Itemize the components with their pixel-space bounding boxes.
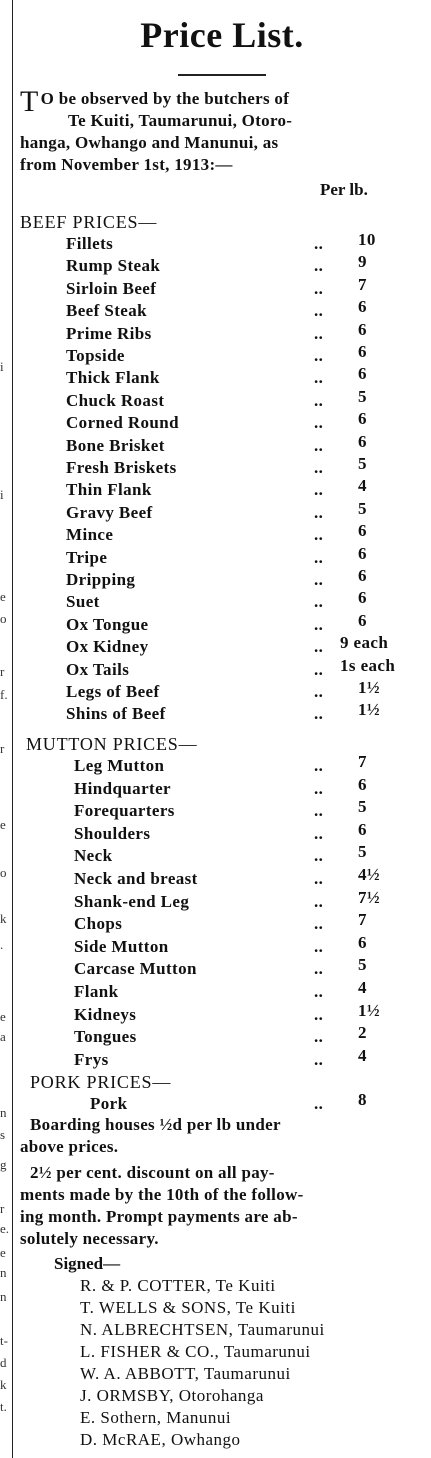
item-name: Frys xyxy=(74,1049,109,1069)
item-name: Bone Brisket xyxy=(66,435,165,455)
note-line: solutely necessary. xyxy=(20,1229,159,1248)
item-name: Side Mutton xyxy=(74,936,169,956)
margin-fragment: e xyxy=(0,589,6,604)
signatory: N. ALBRECHTSEN, Taumarunui xyxy=(80,1320,325,1339)
signatory: L. FISHER & CO., Taumarunui xyxy=(80,1342,311,1361)
leader-dots: .. xyxy=(314,435,324,455)
margin-fragment: r xyxy=(0,741,5,756)
item-name: Neck xyxy=(74,846,113,866)
item-name: Flank xyxy=(74,982,119,1001)
item-name: Sirloin Beef xyxy=(66,278,157,298)
item-name: Shoulders xyxy=(74,823,151,843)
item-name: Prime Ribs xyxy=(66,323,152,343)
leader-dots: .. xyxy=(314,936,324,956)
leader-dots: .. xyxy=(314,959,324,979)
item-name: Ox Tongue xyxy=(66,614,149,634)
drop-cap: T xyxy=(20,85,39,118)
margin-fragment: g xyxy=(0,1157,7,1172)
item-name: Tripe xyxy=(66,547,108,567)
leader-dots: .. xyxy=(314,704,324,724)
item-name: Thick Flank xyxy=(66,368,160,388)
item-name: Legs of Beef xyxy=(66,682,160,701)
leader-dots: .. xyxy=(314,914,324,934)
margin-fragment: k xyxy=(0,1377,7,1392)
item-name: Dripping xyxy=(66,570,136,589)
margin-fragment: e xyxy=(0,1009,6,1024)
leader-dots: .. xyxy=(314,256,324,276)
margin-fragment: e xyxy=(0,817,6,832)
signatory: W. A. ABBOTT, Taumarunui xyxy=(80,1364,291,1383)
item-name: Topside xyxy=(66,346,125,365)
item-price: 5 xyxy=(358,386,367,406)
per-lb-header: Per lb. xyxy=(320,180,368,199)
leader-dots: .. xyxy=(314,1094,324,1113)
margin-fragment: r xyxy=(0,1201,5,1216)
margin-fragment: o xyxy=(0,611,7,626)
leader-dots: .. xyxy=(314,278,324,298)
margin-fragment: s xyxy=(0,1127,6,1142)
item-price: 5 xyxy=(358,454,367,473)
signatory: D. McRAE, Owhango xyxy=(80,1430,241,1449)
price-row xyxy=(18,1045,426,1072)
adjacent-column-fragments xyxy=(0,0,10,1458)
margin-fragment: i xyxy=(0,487,4,502)
item-name: Beef Steak xyxy=(66,301,147,321)
leader-dots: .. xyxy=(314,458,324,477)
signatory: E. Sothern, Manunui xyxy=(80,1408,232,1427)
article-title: Price List. xyxy=(140,15,304,55)
item-price: 4 xyxy=(358,1045,367,1065)
leader-dots: .. xyxy=(314,659,324,679)
item-price: 8 xyxy=(358,1090,367,1109)
item-price: 6 xyxy=(358,610,367,630)
item-price: 6 xyxy=(358,342,367,361)
leader-dots: .. xyxy=(314,778,324,798)
margin-fragment: n xyxy=(0,1289,7,1304)
item-name: Kidneys xyxy=(74,1004,137,1024)
note-line: ing month. Prompt payments are ab- xyxy=(20,1207,298,1226)
price-row xyxy=(18,700,426,726)
item-name: Gravy Beef xyxy=(66,502,153,522)
leader-dots: .. xyxy=(314,1049,324,1069)
intro-line: from November 1st, 1913:— xyxy=(20,155,233,174)
item-price: 1½ xyxy=(358,700,381,720)
margin-fragment: t. xyxy=(0,1399,7,1414)
discount-note xyxy=(20,1162,424,1250)
leader-dots: .. xyxy=(314,480,324,500)
item-name: Hindquarter xyxy=(74,778,171,798)
leader-dots: .. xyxy=(314,637,324,657)
leader-dots: .. xyxy=(314,413,324,433)
item-price: 6 xyxy=(358,588,367,608)
leader-dots: .. xyxy=(314,846,324,866)
margin-fragment: e. xyxy=(0,1221,10,1236)
note-line: 2½ per cent. discount on all pay- xyxy=(30,1163,275,1182)
item-price: 7 xyxy=(358,274,367,294)
margin-fragment: d xyxy=(0,1355,7,1370)
item-name: Shins of Beef xyxy=(66,704,166,724)
leader-dots: .. xyxy=(314,869,324,888)
leader-dots: .. xyxy=(314,323,324,343)
item-name: Leg Mutton xyxy=(74,756,165,775)
item-name: Suet xyxy=(66,592,100,612)
item-name: Shank-end Leg xyxy=(74,891,190,911)
leader-dots: .. xyxy=(314,234,324,253)
margin-fragment: n xyxy=(0,1105,7,1120)
item-price: 4 xyxy=(358,978,367,997)
item-name: Chops xyxy=(74,914,123,934)
item-price: 5 xyxy=(358,498,367,518)
item-price: 6 xyxy=(358,364,367,384)
item-name: Forequarters xyxy=(74,801,175,821)
leader-dots: .. xyxy=(314,823,324,843)
title-rule xyxy=(178,74,266,76)
item-name: Tongues xyxy=(74,1027,137,1047)
leader-dots: .. xyxy=(314,502,324,522)
item-name: Chuck Roast xyxy=(66,390,165,410)
leader-dots: .. xyxy=(314,368,324,388)
margin-fragment: k xyxy=(0,911,7,926)
leader-dots: .. xyxy=(314,547,324,567)
item-name: Pork xyxy=(90,1094,128,1113)
intro-line: hanga, Owhango and Manunui, as xyxy=(20,133,279,152)
item-price: 5 xyxy=(358,842,367,862)
margin-fragment: a xyxy=(0,1029,6,1044)
leader-dots: .. xyxy=(314,801,324,821)
margin-fragment: t- xyxy=(0,1333,8,1348)
item-price: 7 xyxy=(358,752,367,771)
note-line: ments made by the 10th of the follow- xyxy=(20,1185,304,1204)
item-price: 6 xyxy=(358,319,367,339)
item-price: 9 each xyxy=(340,633,389,653)
item-price: 9 xyxy=(358,252,367,272)
intro-paragraph xyxy=(20,85,424,176)
item-price: 6 xyxy=(358,543,367,563)
margin-fragment: e xyxy=(0,1245,6,1260)
item-price: 6 xyxy=(358,819,367,839)
item-name: Fresh Briskets xyxy=(66,458,177,477)
margin-fragment: . xyxy=(0,937,4,952)
leader-dots: .. xyxy=(314,891,324,911)
item-name: Rump Steak xyxy=(66,256,161,276)
leader-dots: .. xyxy=(314,346,324,365)
beef-heading: BEEF PRICES— xyxy=(20,212,158,232)
item-price: 4 xyxy=(358,476,367,496)
item-price: 6 xyxy=(358,431,367,451)
item-name: Neck and breast xyxy=(74,869,198,888)
item-price: 7½ xyxy=(358,887,381,907)
item-price: 4½ xyxy=(358,865,381,884)
margin-fragment: o xyxy=(0,865,7,880)
item-price: 10 xyxy=(358,230,376,249)
price-row xyxy=(18,1090,426,1116)
item-name: Ox Kidney xyxy=(66,637,149,657)
pork-heading: PORK PRICES— xyxy=(30,1072,172,1092)
margin-fragment: n xyxy=(0,1265,7,1280)
item-price: 7 xyxy=(358,910,367,930)
margin-fragment: r xyxy=(0,664,5,679)
item-price: 6 xyxy=(358,774,367,794)
item-name: Thin Flank xyxy=(66,480,152,500)
leader-dots: .. xyxy=(314,1027,324,1047)
mutton-heading: MUTTON PRICES— xyxy=(26,734,198,754)
column-divider xyxy=(12,0,13,1458)
item-price: 6 xyxy=(358,521,367,541)
leader-dots: .. xyxy=(314,756,324,775)
leader-dots: .. xyxy=(314,1004,324,1024)
boarding-note xyxy=(20,1114,424,1158)
signatory: J. ORMSBY, Otorohanga xyxy=(80,1386,264,1405)
leader-dots: .. xyxy=(314,982,324,1001)
item-name: Ox Tails xyxy=(66,659,130,679)
leader-dots: .. xyxy=(314,614,324,634)
item-price: 1½ xyxy=(358,1000,381,1020)
item-price: 6 xyxy=(358,932,367,952)
signed-label: Signed— xyxy=(54,1254,121,1273)
item-price: 5 xyxy=(358,797,367,817)
item-name: Mince xyxy=(66,525,114,545)
item-price: 6 xyxy=(358,409,367,429)
signatory: R. & P. COTTER, Te Kuiti xyxy=(80,1276,276,1295)
leader-dots: .. xyxy=(314,592,324,612)
item-name: Carcase Mutton xyxy=(74,959,197,979)
leader-dots: .. xyxy=(314,390,324,410)
intro-line: O be observed by the butchers of xyxy=(40,89,290,108)
item-name: Corned Round xyxy=(66,413,179,433)
item-price: 1½ xyxy=(358,678,381,697)
note-line: above prices. xyxy=(20,1137,119,1156)
item-price: 6 xyxy=(358,297,367,317)
item-name: Fillets xyxy=(66,234,114,253)
item-price: 1s each xyxy=(340,655,396,675)
leader-dots: .. xyxy=(314,682,324,701)
margin-fragment: f. xyxy=(0,687,8,702)
signatory: T. WELLS & SONS, Te Kuiti xyxy=(80,1298,296,1317)
note-line: Boarding houses ½d per lb under xyxy=(30,1115,281,1134)
intro-line: Te Kuiti, Taumarunui, Otoro- xyxy=(68,111,293,130)
leader-dots: .. xyxy=(314,301,324,321)
item-price: 6 xyxy=(358,566,367,585)
margin-fragment: i xyxy=(0,359,4,374)
item-price: 5 xyxy=(358,955,367,975)
leader-dots: .. xyxy=(314,525,324,545)
item-price: 2 xyxy=(358,1023,367,1043)
leader-dots: .. xyxy=(314,570,324,589)
